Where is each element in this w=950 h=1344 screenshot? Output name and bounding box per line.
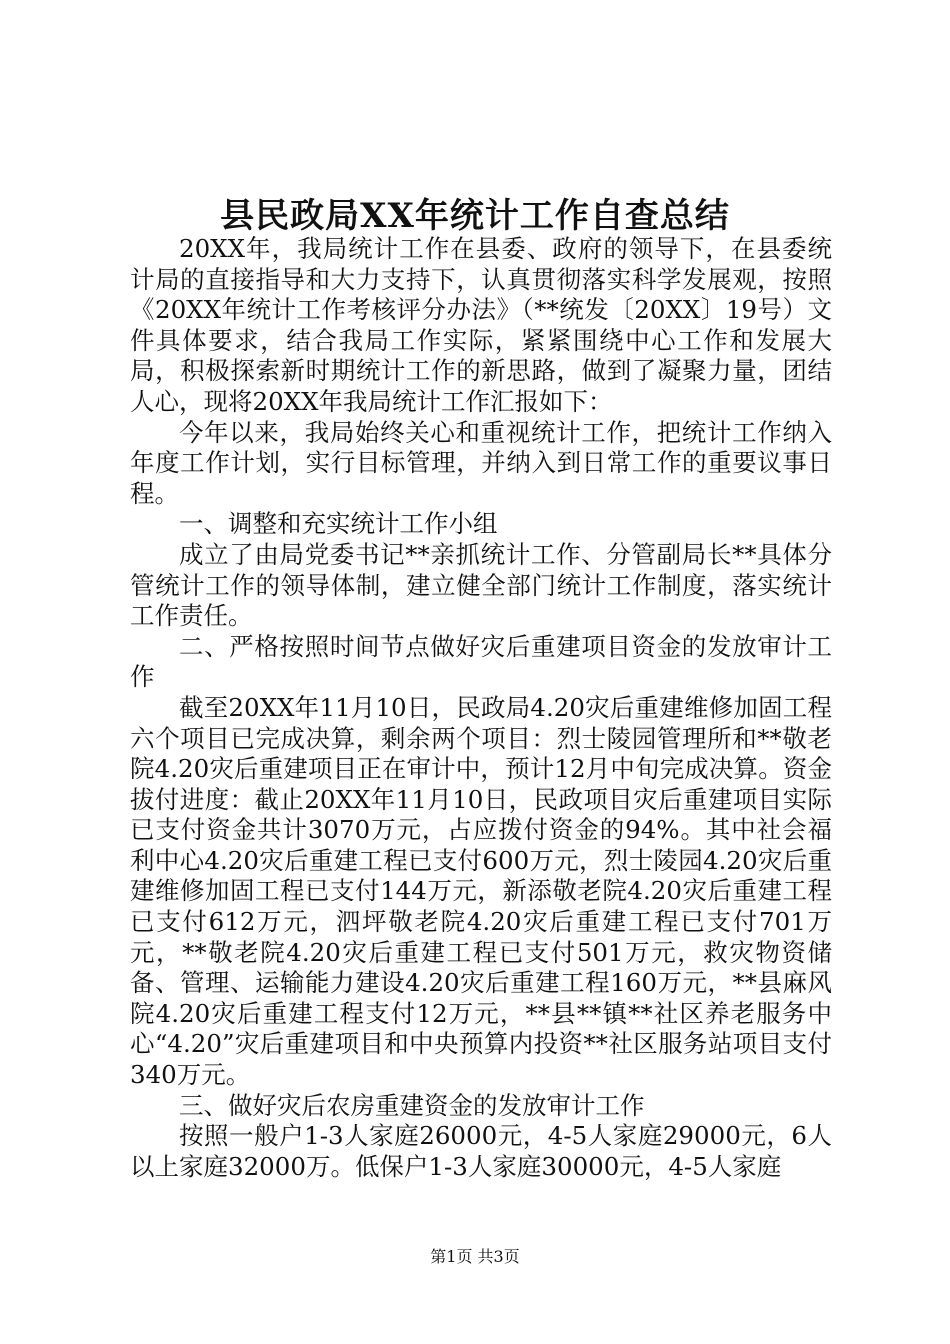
paragraph: 20XX年，我局统计工作在县委、政府的领导下，在县委统计局的直接指导和大力支持下，认真贯彻落实科学发展观，按照《20XX年统计工作考核评分办法》（**统发〔20XX〕19号）文件具体要求，结合我局工作实际，紧紧围绕中心工作和发展大局，积极探索新时期统计工作的新思路，做到了凝聚力量，团结人心，现将20XX年我局统计工作汇报如下： xyxy=(130,234,832,416)
paragraph: 今年以来，我局始终关心和重视统计工作，把统计工作纳入年度工作计划，实行目标管理，并纳入到日常工作的重要议事日程。 xyxy=(130,417,832,508)
section-heading: 一、调整和充实统计工作小组 xyxy=(179,509,498,539)
paragraph: 截至20XX年11月10日，民政局4.20灾后重建维修加固工程六个项目已完成决算，剩余两个项目：烈士陵园管理所和**敬老院4.20灾后重建项目正在审计中，预计12月中旬完成决算。资金拔付进度：截止20XX年11月10日，民政项目灾后重建项目实际已支付资金共计3070万元，占应拨付资金的94%。其中社会福利中心4.20灾后重建工程已支付600万元，烈士陵园4.20灾后重建维修加固工程已支付144万元，新添敬老院4.20灾后重建工程已支付612万元，泗坪敬老院4.20灾后重建工程已支付701万元，**敬老院4.20灾后重建工程已支付501万元，救灾物资储备、管理、运输能力建设4.20灾后重建工程160万元，**县麻风院4.20灾后重建工程支付12万元，**县**镇**社区养老服务中心“4.20”灾后重建项目和中央预算内投资**社区服务站项目支付340万元。 xyxy=(130,692,832,1090)
document-title: 县民政局XX年统计工作自查总结 xyxy=(220,196,730,236)
section-heading: 二、严格按照时间节点做好灾后重建项目资金的发放审计工作 xyxy=(130,631,832,692)
paragraph: 按照一般户1-3人家庭26000元，4-5人家庭29000元，6人以上家庭32000万。低保户1-3人家庭30000元，4-5人家庭 xyxy=(130,1121,832,1181)
paragraph: 成立了由局党委书记**亲抓统计工作、分管副局长**具体分管统计工作的领导体制，建立健全部门统计工作制度，落实统计工作责任。 xyxy=(130,539,832,631)
document-body xyxy=(130,234,832,1182)
section-heading: 三、做好灾后农房重建资金的发放审计工作 xyxy=(179,1090,645,1120)
page-footer: 第1页 共3页 xyxy=(430,1247,520,1266)
